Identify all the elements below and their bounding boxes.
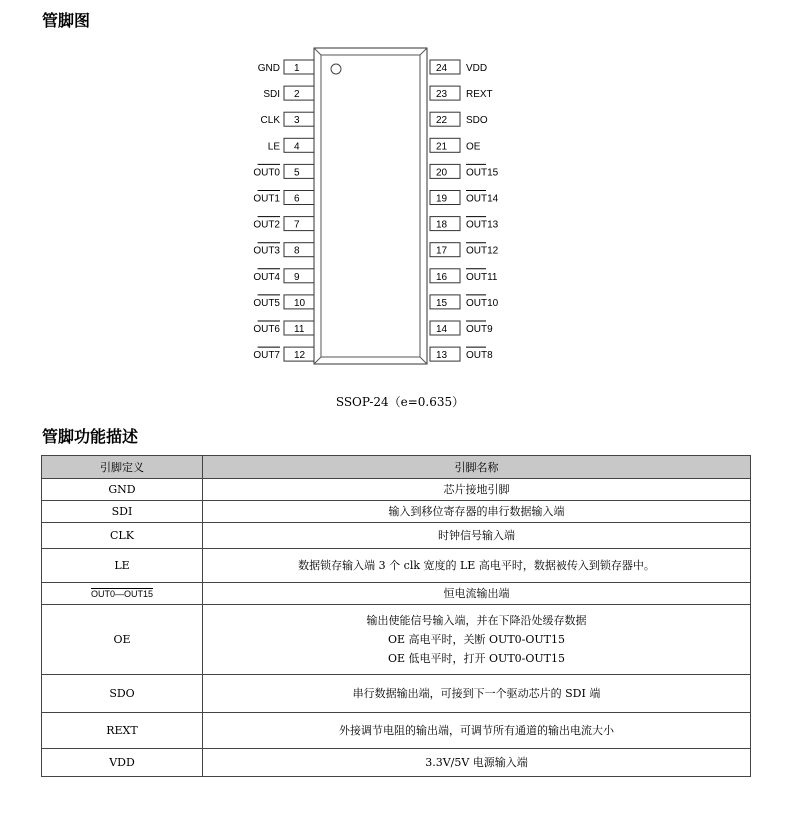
pin-number-10: 10 xyxy=(294,297,306,309)
pin-label-out4: OUT4 xyxy=(253,271,280,283)
pin-definition-cell xyxy=(42,713,203,749)
pin-label-out11: OUT11 xyxy=(466,271,498,283)
pin-number-13: 13 xyxy=(436,350,448,362)
package-caption: SSOP-24（e=0.635） xyxy=(335,395,465,409)
pin-description-line: 时钟信号输入端 xyxy=(438,529,515,542)
pin-number-14: 14 xyxy=(436,324,448,335)
pin-label-out10: OUT10 xyxy=(466,297,499,309)
table-row xyxy=(42,749,751,777)
pin-number-9: 9 xyxy=(294,271,300,283)
pin-number-8: 8 xyxy=(294,245,300,257)
pin-definition-text: REXT xyxy=(106,724,138,737)
pin-label-out1: OUT1 xyxy=(253,193,280,205)
pinout-diagram xyxy=(0,0,793,400)
pin-number-3: 3 xyxy=(294,115,300,127)
pin-description-cell xyxy=(203,749,751,777)
pin-number-5: 5 xyxy=(294,167,300,179)
chip-body xyxy=(314,48,427,364)
header-pin-definition: 引脚定义 xyxy=(42,456,203,479)
pin-description-cell xyxy=(203,501,751,523)
pin-description-line: 3.3V/5V 电源输入端 xyxy=(425,756,528,769)
pin-number-17: 17 xyxy=(436,245,448,257)
pin-description-line: 输入到移位寄存器的串行数据输入端 xyxy=(388,505,565,518)
pin-label-vdd: VDD xyxy=(466,63,488,74)
pin-label-out9: OUT9 xyxy=(466,324,493,335)
pin-number-15: 15 xyxy=(436,297,448,309)
table-header-row xyxy=(42,456,751,479)
pin-function-table xyxy=(41,455,751,777)
pin-label-out12: OUT12 xyxy=(466,245,499,257)
pin-definition-text: SDO xyxy=(109,687,135,700)
pin-description-line: 串行数据输出端，可接到下一个驱动芯片的 SDI 端 xyxy=(352,687,601,700)
pin-label-out2: OUT2 xyxy=(253,219,280,231)
pin-definition-cell xyxy=(42,549,203,583)
pin-definition-cell xyxy=(42,523,203,549)
pin-description-line: 恒电流输出端 xyxy=(443,587,510,600)
pin-label-out3: OUT3 xyxy=(253,245,280,257)
pin-description-cell xyxy=(203,479,751,501)
pin-label-out0: OUT0 xyxy=(253,167,280,179)
table-row xyxy=(42,713,751,749)
pin-label-sdi: SDI xyxy=(263,89,280,101)
pin-definition-cell xyxy=(42,675,203,713)
pin-number-11: 11 xyxy=(294,324,305,335)
pin-label-gnd: GND xyxy=(257,63,280,74)
pin-definition-cell xyxy=(42,605,203,675)
pin-label-clk: CLK xyxy=(260,115,280,127)
pin-definition-text: CLK xyxy=(110,529,134,542)
pin-description-line: OE 高电平时，关断 OUT0-OUT15 xyxy=(387,633,565,646)
pin-definition-cell xyxy=(42,479,203,501)
pin-description-line: OE 低电平时，打开 OUT0-OUT15 xyxy=(387,652,565,665)
pin-definition-cell xyxy=(42,501,203,523)
pin-description-cell xyxy=(203,605,751,675)
pin-label-out5: OUT5 xyxy=(253,297,280,309)
header-pin-name: 引脚名称 xyxy=(203,456,751,479)
pin-number-4: 4 xyxy=(294,141,300,153)
pin-description-cell xyxy=(203,523,751,549)
pin-label-out15: OUT15 xyxy=(466,167,499,179)
table-row xyxy=(42,523,751,549)
pin-label-rext: REXT xyxy=(466,89,493,101)
pin-label-out6: OUT6 xyxy=(253,324,280,335)
table-row xyxy=(42,675,751,713)
table-row xyxy=(42,605,751,675)
pin-number-12: 12 xyxy=(294,350,306,362)
pin-number-20: 20 xyxy=(436,167,448,179)
pin-description-cell xyxy=(203,549,751,583)
pin-number-1: 1 xyxy=(294,63,300,74)
pin-description-cell xyxy=(203,713,751,749)
pin-definition-text: OUT0—OUT15 xyxy=(90,589,153,599)
pin-number-16: 16 xyxy=(436,271,448,283)
pin-number-2: 2 xyxy=(294,89,300,101)
pin-label-out14: OUT14 xyxy=(466,193,499,205)
pin-description-cell xyxy=(203,583,751,605)
pin-definition-text: SDI xyxy=(111,505,133,518)
pin-number-18: 18 xyxy=(436,219,448,231)
pin-label-oe: OE xyxy=(466,141,481,153)
pin-label-out7: OUT7 xyxy=(253,350,280,362)
table-row xyxy=(42,479,751,501)
table-row xyxy=(42,583,751,605)
pin-label-out8: OUT8 xyxy=(466,350,493,362)
pin-description-line: 数据锁存输入端 3 个 clk 宽度的 LE 高电平时，数据被传入到锁存器中。 xyxy=(298,559,655,572)
pin-description-cell xyxy=(203,675,751,713)
pin-description-line: 芯片接地引脚 xyxy=(443,483,510,496)
pin-number-21: 21 xyxy=(436,141,448,153)
pin-definition-cell xyxy=(42,583,203,605)
pin-number-7: 7 xyxy=(294,219,300,231)
pin-definition-text: VDD xyxy=(109,756,135,769)
pin-label-le: LE xyxy=(267,141,280,153)
pin-label-out13: OUT13 xyxy=(466,219,499,231)
pin-definition-text: OE xyxy=(113,633,131,646)
pin-number-23: 23 xyxy=(436,89,448,101)
pin-definition-cell xyxy=(42,749,203,777)
function-section-title: 管脚功能描述 xyxy=(42,427,139,446)
table-row xyxy=(42,549,751,583)
pin-number-22: 22 xyxy=(436,115,448,127)
table-row xyxy=(42,501,751,523)
pin-number-6: 6 xyxy=(294,193,300,205)
pin-label-sdo: SDO xyxy=(466,115,488,127)
pin-description-line: 外接调节电阻的输出端，可调节所有通道的输出电流大小 xyxy=(339,724,614,737)
pinout-section-title: 管脚图 xyxy=(42,11,91,30)
pin-definition-text: LE xyxy=(114,559,130,572)
pin-description-line: 输出使能信号输入端，并在下降沿处缓存数据 xyxy=(366,614,587,627)
pin-number-19: 19 xyxy=(436,193,448,205)
pin-number-24: 24 xyxy=(436,63,448,74)
pin-definition-text: GND xyxy=(108,483,136,496)
